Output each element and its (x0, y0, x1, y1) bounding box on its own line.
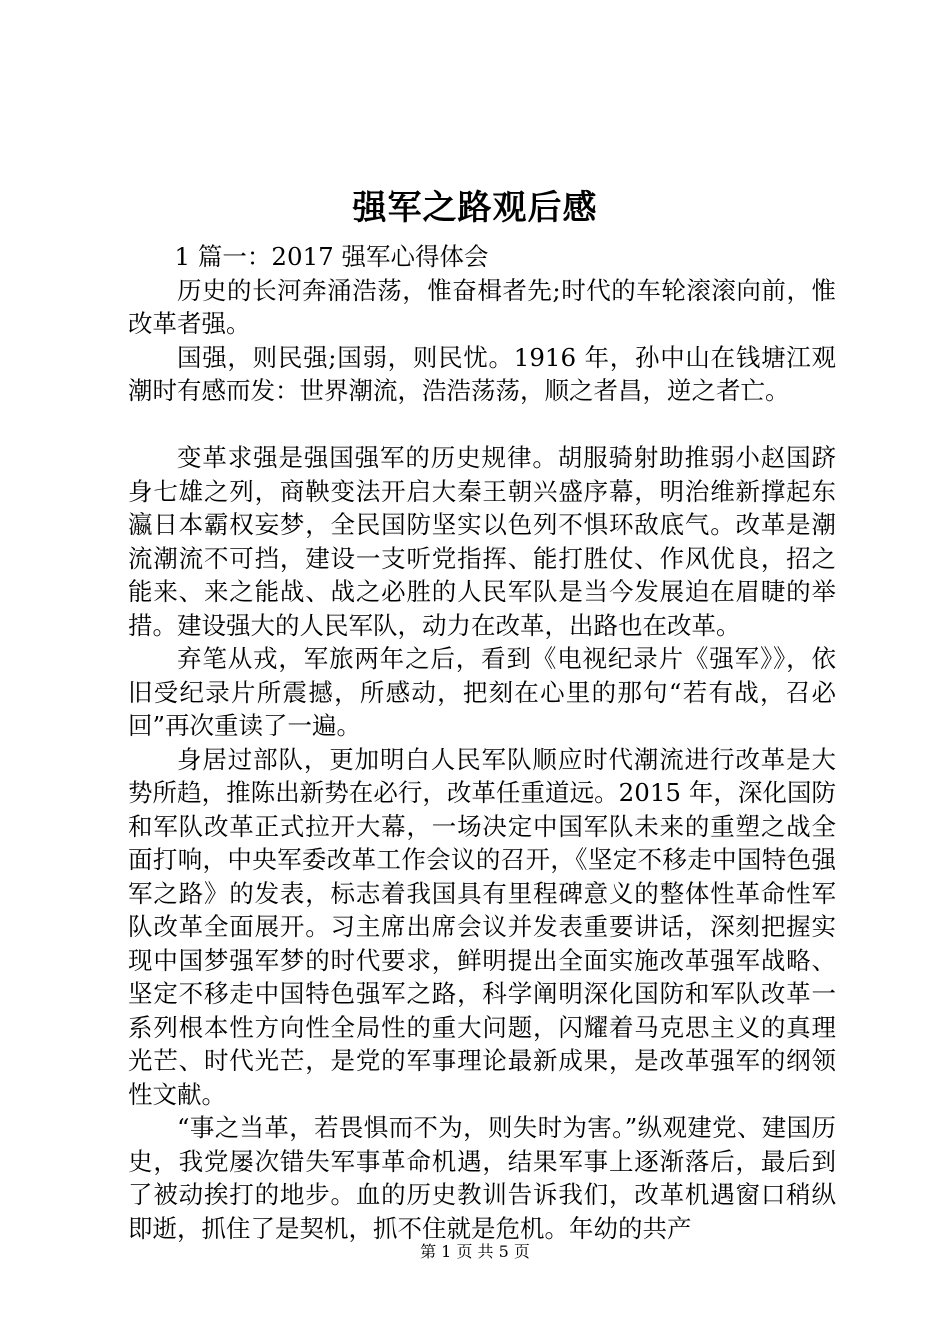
body-paragraph: 变革求强是强国强军的历史规律。胡服骑射助推弱小赵国跻身七雄之列，商鞅变法开启大秦王朝兴盛序幕，明治维新撑起东瀛日本霸权妄梦，全民国防坚实以色列不惧环敌底气。改革是潮流潮流不可挡，建设一支听党指挥、能打胜仗、作风优良，招之能来、来之能战、战之必胜的人民军队是当今发展迫在眉睫的举措。建设强大的人民军队，动力在改革，出路也在改革。 (128, 443, 836, 640)
document-body (128, 240, 836, 1245)
document-title: 强军之路观后感 (352, 188, 598, 228)
body-paragraph: 国强，则民强;国弱，则民忧。1916 年，孙中山在钱塘江观潮时有感而发：世界潮流，浩浩荡荡，顺之者昌，逆之者亡。 (128, 342, 836, 405)
body-paragraph: 历史的长河奔涌浩荡，惟奋楫者先;时代的车轮滚滚向前，惟改革者强。 (128, 275, 836, 338)
blank-line (128, 408, 836, 442)
page-number-footer: 第 1 页 共 5 页 (420, 1242, 530, 1261)
body-paragraph: “事之当革，若畏惧而不为，则失时为害。”纵观建党、建国历史，我党屡次错失军事革命机遇，结果军事上逐渐落后，最后到了被动挨打的地步。血的历史教训告诉我们，改革机遇窗口稍纵即逝，抓住了是契机，抓不住就是危机。年幼的共产 (128, 1113, 836, 1243)
section-heading: 1 篇一：2017 强军心得体会 (174, 242, 489, 271)
body-paragraph: 弃笔从戎，军旅两年之后，看到《电视纪录片《强军》》，依旧受纪录片所震撼，所感动，把刻在心里的那句“若有战，召必回”再次重读了一遍。 (128, 644, 836, 740)
body-paragraph: 身居过部队，更加明白人民军队顺应时代潮流进行改革是大势所趋，推陈出新势在必行，改革任重道远。2015 年，深化国防和军队改革正式拉开大幕，一场决定中国军队未来的重塑之战全面打响，中央军委改革工作会议的召开，《坚定不移走中国特色强军之路》的发表，标志着我国具有里程碑意义的整体性革命性军队改革全面展开。习主席出席会议并发表重要讲话，深刻把握实现中国梦强军梦的时代要求，鲜明提出全面实施改革强军战略、坚定不移走中国特色强军之路，科学阐明深化国防和军队改革一系列根本性方向性全局性的重大问题，闪耀着马克思主义的真理光芒、时代光芒，是党的军事理论最新成果，是改革强军的纲领性文献。 (128, 744, 836, 1109)
